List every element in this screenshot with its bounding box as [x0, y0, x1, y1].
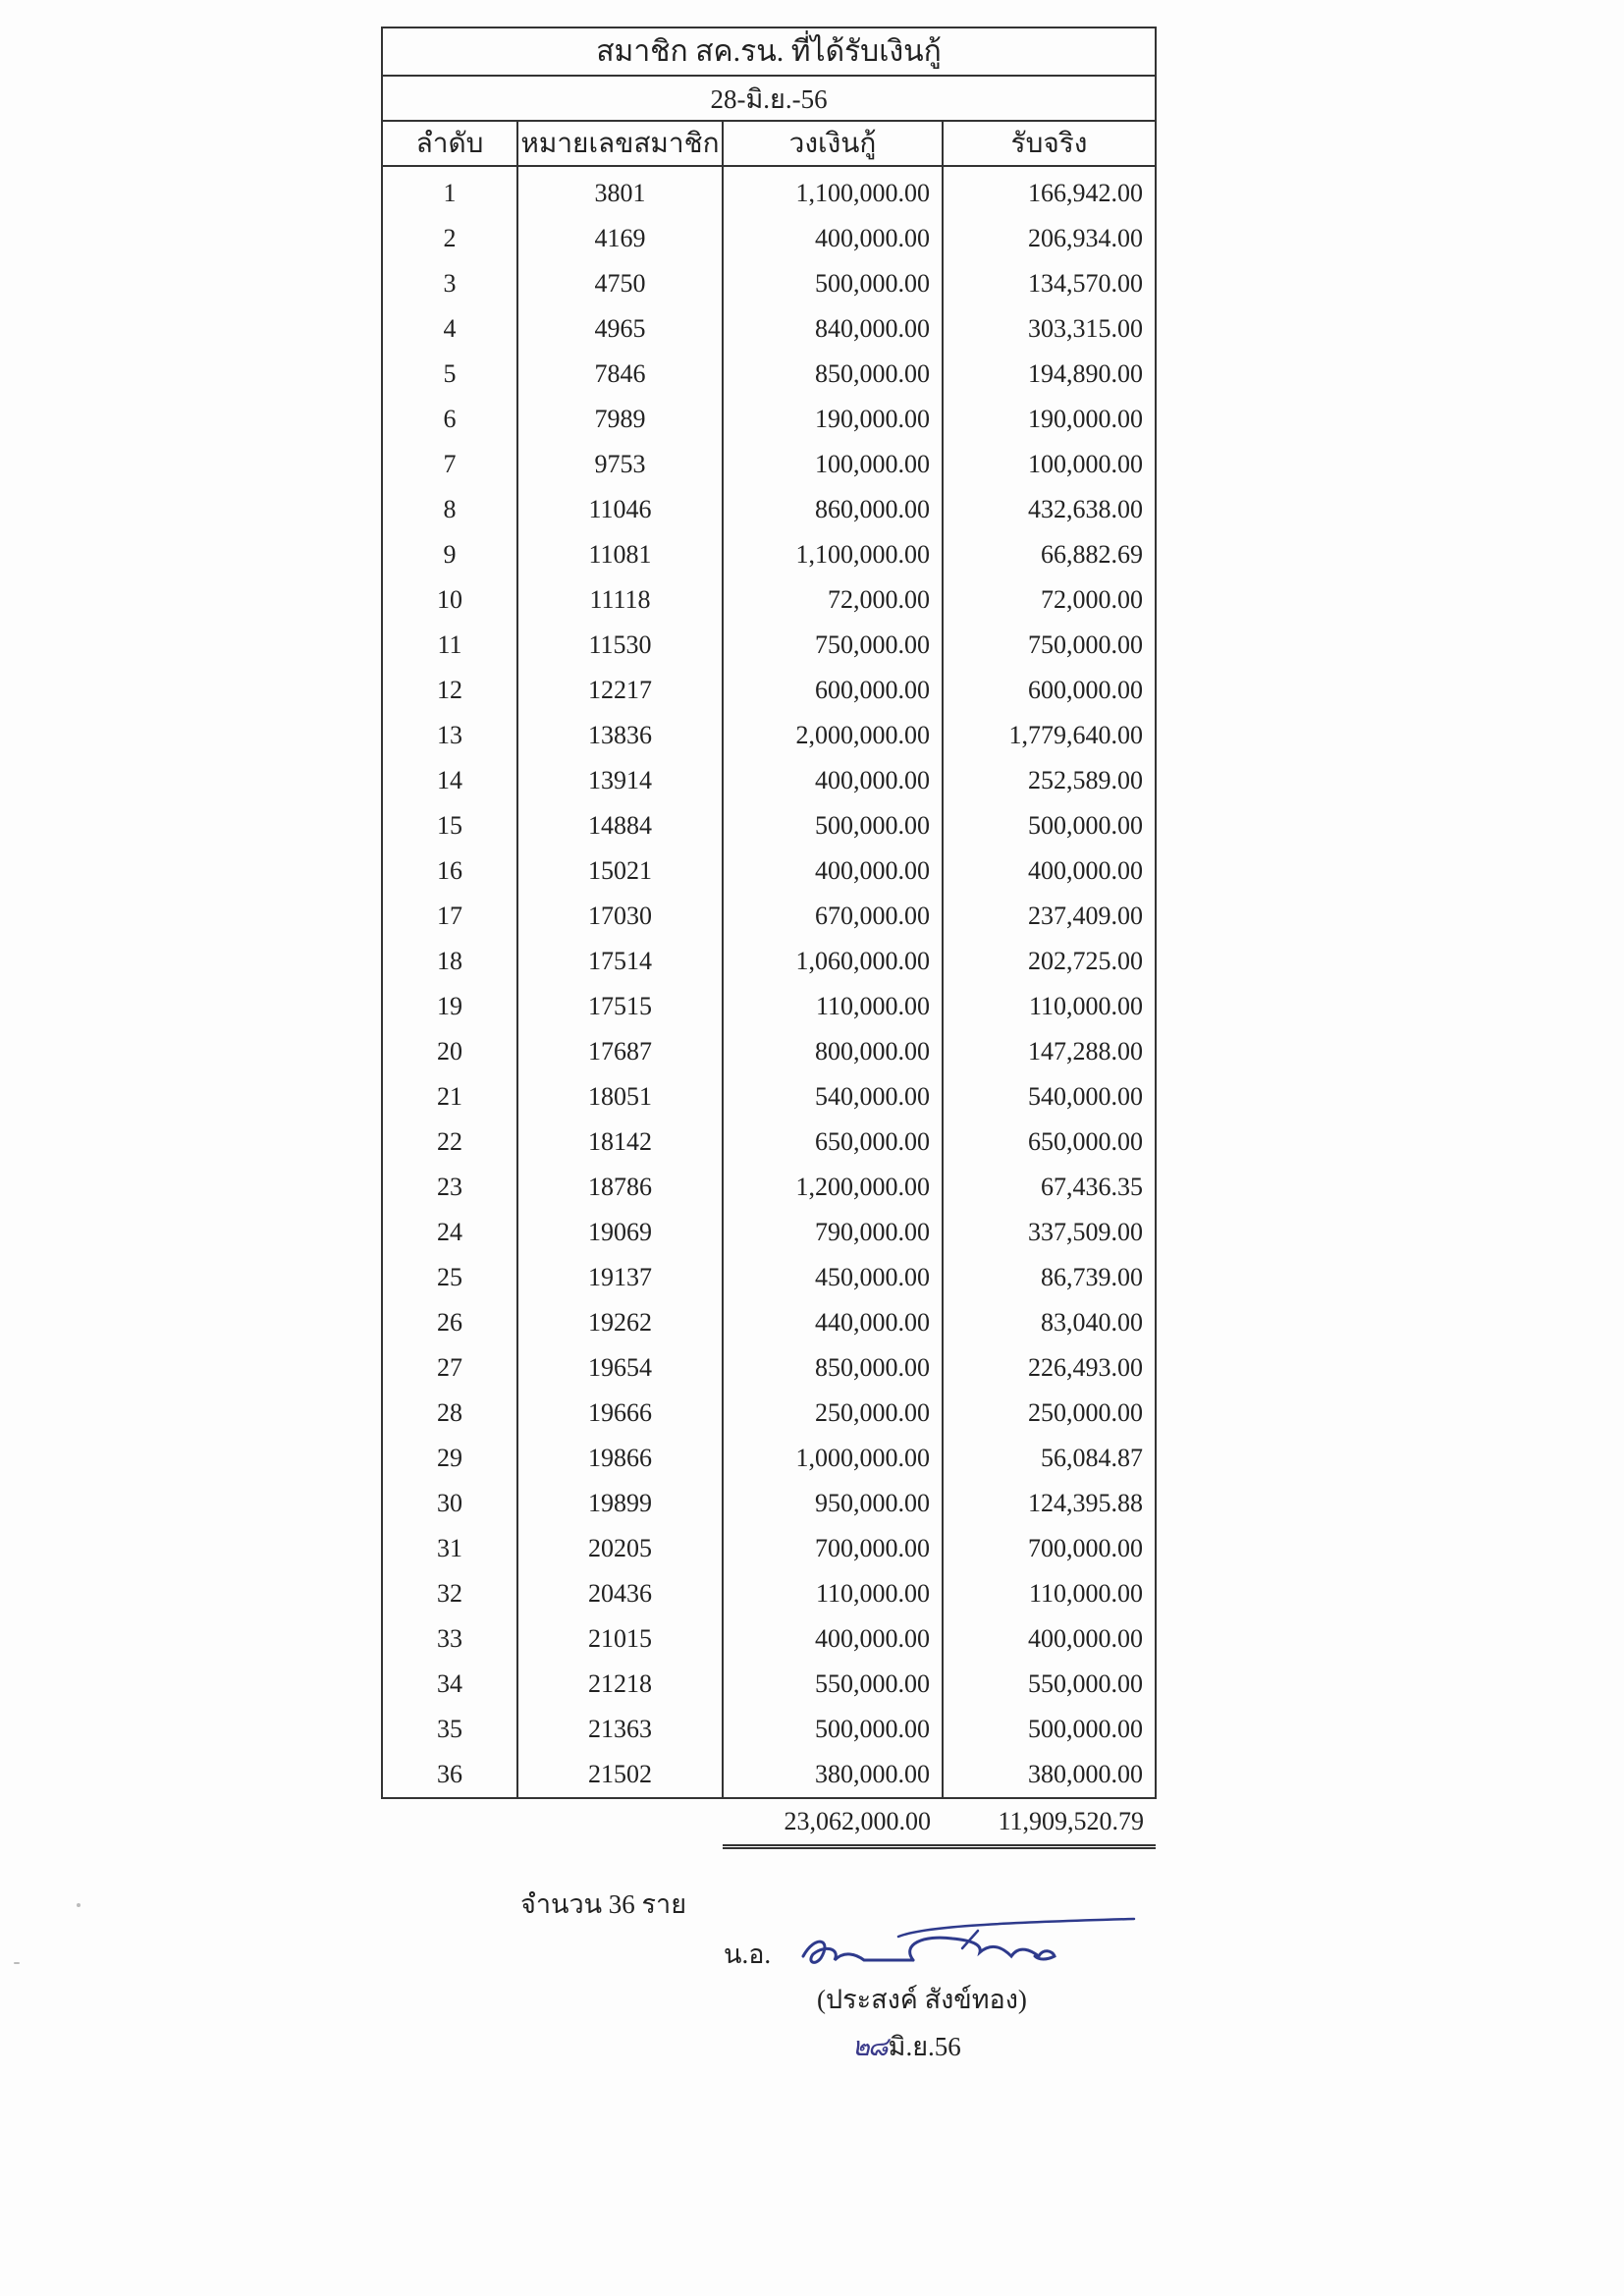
table-row: [382, 577, 1156, 623]
row-member-number: 11530: [517, 623, 723, 668]
table-row: [382, 1029, 1156, 1074]
row-member-number: 18786: [517, 1165, 723, 1210]
row-sequence: 11: [382, 623, 517, 668]
row-received-amount: 500,000.00: [943, 803, 1156, 848]
row-loan-amount: 400,000.00: [723, 758, 943, 803]
row-member-number: 17687: [517, 1029, 723, 1074]
row-loan-amount: 650,000.00: [723, 1120, 943, 1165]
table-row: [382, 894, 1156, 939]
row-member-number: 9753: [517, 442, 723, 487]
row-loan-amount: 400,000.00: [723, 1616, 943, 1662]
row-member-number: 18142: [517, 1120, 723, 1165]
table-row: [382, 1526, 1156, 1571]
row-received-amount: 110,000.00: [943, 1571, 1156, 1616]
row-loan-amount: 840,000.00: [723, 306, 943, 352]
row-member-number: 19899: [517, 1481, 723, 1526]
table-row: [382, 1616, 1156, 1662]
row-received-amount: 550,000.00: [943, 1662, 1156, 1707]
table-row: [382, 713, 1156, 758]
row-received-amount: 600,000.00: [943, 668, 1156, 713]
table-row: [382, 668, 1156, 713]
signature-date-rest: มิ.ย.56: [888, 2032, 961, 2061]
row-sequence: 8: [382, 487, 517, 532]
table-row: [382, 216, 1156, 261]
row-received-amount: 750,000.00: [943, 623, 1156, 668]
row-received-amount: 380,000.00: [943, 1752, 1156, 1798]
row-received-amount: 400,000.00: [943, 1616, 1156, 1662]
row-sequence: 27: [382, 1345, 517, 1391]
row-loan-amount: 72,000.00: [723, 577, 943, 623]
table-row: [382, 442, 1156, 487]
row-sequence: 6: [382, 397, 517, 442]
row-member-number: 21218: [517, 1662, 723, 1707]
row-loan-amount: 1,200,000.00: [723, 1165, 943, 1210]
row-member-number: 4169: [517, 216, 723, 261]
row-member-number: 20205: [517, 1526, 723, 1571]
table-row: [382, 1210, 1156, 1255]
table-row: [382, 166, 1156, 216]
row-member-number: 15021: [517, 848, 723, 894]
row-member-number: 4965: [517, 306, 723, 352]
row-member-number: 7989: [517, 397, 723, 442]
row-received-amount: 303,315.00: [943, 306, 1156, 352]
row-received-amount: 134,570.00: [943, 261, 1156, 306]
row-member-number: 20436: [517, 1571, 723, 1616]
table-title: สมาชิก สค.รน. ที่ได้รับเงินกู้: [382, 27, 1156, 76]
row-member-number: 19654: [517, 1345, 723, 1391]
table-row: [382, 984, 1156, 1029]
row-sequence: 23: [382, 1165, 517, 1210]
row-member-number: 17030: [517, 894, 723, 939]
row-member-number: 13914: [517, 758, 723, 803]
table-row: [382, 1707, 1156, 1752]
table-body: [382, 166, 1156, 1798]
row-received-amount: 432,638.00: [943, 487, 1156, 532]
row-sequence: 30: [382, 1481, 517, 1526]
row-loan-amount: 1,060,000.00: [723, 939, 943, 984]
row-member-number: 11118: [517, 577, 723, 623]
row-sequence: 10: [382, 577, 517, 623]
row-member-number: 19666: [517, 1391, 723, 1436]
column-header-sequence: ลำดับ: [382, 121, 517, 166]
row-loan-amount: 550,000.00: [723, 1662, 943, 1707]
row-loan-amount: 1,100,000.00: [723, 532, 943, 577]
row-sequence: 12: [382, 668, 517, 713]
row-loan-amount: 750,000.00: [723, 623, 943, 668]
signature-date-day: ๒๘: [852, 2032, 887, 2062]
row-received-amount: 500,000.00: [943, 1707, 1156, 1752]
total-loan: 23,062,000.00: [723, 1798, 943, 1847]
row-sequence: 16: [382, 848, 517, 894]
table-row: [382, 1481, 1156, 1526]
row-loan-amount: 110,000.00: [723, 984, 943, 1029]
row-sequence: 4: [382, 306, 517, 352]
row-loan-amount: 400,000.00: [723, 848, 943, 894]
row-loan-amount: 600,000.00: [723, 668, 943, 713]
row-received-amount: 650,000.00: [943, 1120, 1156, 1165]
row-sequence: 15: [382, 803, 517, 848]
row-loan-amount: 850,000.00: [723, 352, 943, 397]
loan-recipients-table: [381, 27, 1157, 1849]
row-loan-amount: 790,000.00: [723, 1210, 943, 1255]
row-member-number: 19866: [517, 1436, 723, 1481]
row-received-amount: 400,000.00: [943, 848, 1156, 894]
row-received-amount: 1,779,640.00: [943, 713, 1156, 758]
table-row: [382, 306, 1156, 352]
row-received-amount: 110,000.00: [943, 984, 1156, 1029]
row-member-number: 14884: [517, 803, 723, 848]
row-sequence: 1: [382, 166, 517, 216]
row-received-amount: 250,000.00: [943, 1391, 1156, 1436]
row-member-number: 12217: [517, 668, 723, 713]
row-loan-amount: 250,000.00: [723, 1391, 943, 1436]
row-loan-amount: 1,100,000.00: [723, 166, 943, 216]
table-row: [382, 1165, 1156, 1210]
row-received-amount: 190,000.00: [943, 397, 1156, 442]
row-sequence: 5: [382, 352, 517, 397]
row-loan-amount: 450,000.00: [723, 1255, 943, 1300]
row-sequence: 19: [382, 984, 517, 1029]
row-member-number: 19069: [517, 1210, 723, 1255]
row-loan-amount: 540,000.00: [723, 1074, 943, 1120]
column-header-received-amount: รับจริง: [943, 121, 1156, 166]
column-header-loan-amount: วงเงินกู้: [723, 121, 943, 166]
row-sequence: 33: [382, 1616, 517, 1662]
row-member-number: 13836: [517, 713, 723, 758]
row-sequence: 24: [382, 1210, 517, 1255]
table-row: [382, 1752, 1156, 1798]
table-row: [382, 623, 1156, 668]
row-sequence: 2: [382, 216, 517, 261]
row-loan-amount: 380,000.00: [723, 1752, 943, 1798]
row-member-number: 21015: [517, 1616, 723, 1662]
row-loan-amount: 860,000.00: [723, 487, 943, 532]
row-sequence: 25: [382, 1255, 517, 1300]
table-row: [382, 803, 1156, 848]
row-loan-amount: 850,000.00: [723, 1345, 943, 1391]
row-sequence: 35: [382, 1707, 517, 1752]
row-loan-amount: 440,000.00: [723, 1300, 943, 1345]
signature-date: [852, 2025, 961, 2067]
row-sequence: 29: [382, 1436, 517, 1481]
table-row: [382, 487, 1156, 532]
row-sequence: 18: [382, 939, 517, 984]
row-received-amount: 166,942.00: [943, 166, 1156, 216]
row-sequence: 31: [382, 1526, 517, 1571]
table-row: [382, 1662, 1156, 1707]
table-row: [382, 1120, 1156, 1165]
table-row: [382, 1074, 1156, 1120]
row-received-amount: 66,882.69: [943, 532, 1156, 577]
row-received-amount: 83,040.00: [943, 1300, 1156, 1345]
row-loan-amount: 1,000,000.00: [723, 1436, 943, 1481]
row-received-amount: 700,000.00: [943, 1526, 1156, 1571]
row-sequence: 32: [382, 1571, 517, 1616]
row-member-number: 19262: [517, 1300, 723, 1345]
table-row: [382, 939, 1156, 984]
row-sequence: 36: [382, 1752, 517, 1798]
table-row: [382, 1300, 1156, 1345]
handwritten-signature: [785, 1905, 1139, 1984]
row-loan-amount: 700,000.00: [723, 1526, 943, 1571]
row-sequence: 17: [382, 894, 517, 939]
scan-speck: [77, 1903, 81, 1907]
row-received-amount: 202,725.00: [943, 939, 1156, 984]
table-date: 28-มิ.ย.-56: [382, 76, 1156, 121]
signature-rank: น.อ.: [724, 1940, 772, 1969]
table-row: [382, 1345, 1156, 1391]
row-loan-amount: 950,000.00: [723, 1481, 943, 1526]
row-member-number: 17514: [517, 939, 723, 984]
row-loan-amount: 2,000,000.00: [723, 713, 943, 758]
row-received-amount: 237,409.00: [943, 894, 1156, 939]
row-sequence: 3: [382, 261, 517, 306]
row-sequence: 14: [382, 758, 517, 803]
row-loan-amount: 800,000.00: [723, 1029, 943, 1074]
row-sequence: 21: [382, 1074, 517, 1120]
row-sequence: 26: [382, 1300, 517, 1345]
row-loan-amount: 500,000.00: [723, 1707, 943, 1752]
row-member-number: 19137: [517, 1255, 723, 1300]
table-row: [382, 758, 1156, 803]
table-row: [382, 848, 1156, 894]
row-received-amount: 337,509.00: [943, 1210, 1156, 1255]
row-received-amount: 206,934.00: [943, 216, 1156, 261]
row-received-amount: 72,000.00: [943, 577, 1156, 623]
column-header-member-number: หมายเลขสมาชิก: [517, 121, 723, 166]
row-loan-amount: 190,000.00: [723, 397, 943, 442]
row-received-amount: 67,436.35: [943, 1165, 1156, 1210]
row-received-amount: 252,589.00: [943, 758, 1156, 803]
row-member-number: 21363: [517, 1707, 723, 1752]
row-received-amount: 124,395.88: [943, 1481, 1156, 1526]
table-row: [382, 397, 1156, 442]
row-sequence: 7: [382, 442, 517, 487]
signer-name: (ประสงค์ สังข์ทอง): [817, 1985, 1027, 2014]
row-sequence: 22: [382, 1120, 517, 1165]
row-loan-amount: 400,000.00: [723, 216, 943, 261]
row-sequence: 13: [382, 713, 517, 758]
row-received-amount: 86,739.00: [943, 1255, 1156, 1300]
row-member-number: 3801: [517, 166, 723, 216]
row-sequence: 34: [382, 1662, 517, 1707]
row-sequence: 20: [382, 1029, 517, 1074]
row-received-amount: 147,288.00: [943, 1029, 1156, 1074]
row-received-amount: 226,493.00: [943, 1345, 1156, 1391]
row-sequence: 9: [382, 532, 517, 577]
row-loan-amount: 110,000.00: [723, 1571, 943, 1616]
row-loan-amount: 100,000.00: [723, 442, 943, 487]
row-member-number: 18051: [517, 1074, 723, 1120]
total-received: 11,909,520.79: [943, 1798, 1156, 1847]
table-row: [382, 1571, 1156, 1616]
row-loan-amount: 670,000.00: [723, 894, 943, 939]
row-sequence: 28: [382, 1391, 517, 1436]
row-member-number: 4750: [517, 261, 723, 306]
table-row: [382, 1391, 1156, 1436]
recipient-count: จำนวน 36 ราย: [520, 1889, 687, 1919]
row-received-amount: 56,084.87: [943, 1436, 1156, 1481]
row-received-amount: 100,000.00: [943, 442, 1156, 487]
row-loan-amount: 500,000.00: [723, 261, 943, 306]
row-member-number: 11081: [517, 532, 723, 577]
scan-speck: [14, 1962, 20, 1964]
totals-row: [382, 1798, 1156, 1847]
row-received-amount: 540,000.00: [943, 1074, 1156, 1120]
table-row: [382, 532, 1156, 577]
table-row: [382, 1255, 1156, 1300]
table-row: [382, 1436, 1156, 1481]
row-member-number: 7846: [517, 352, 723, 397]
table-row: [382, 352, 1156, 397]
row-received-amount: 194,890.00: [943, 352, 1156, 397]
row-member-number: 21502: [517, 1752, 723, 1798]
row-member-number: 17515: [517, 984, 723, 1029]
row-loan-amount: 500,000.00: [723, 803, 943, 848]
row-member-number: 11046: [517, 487, 723, 532]
table-row: [382, 261, 1156, 306]
